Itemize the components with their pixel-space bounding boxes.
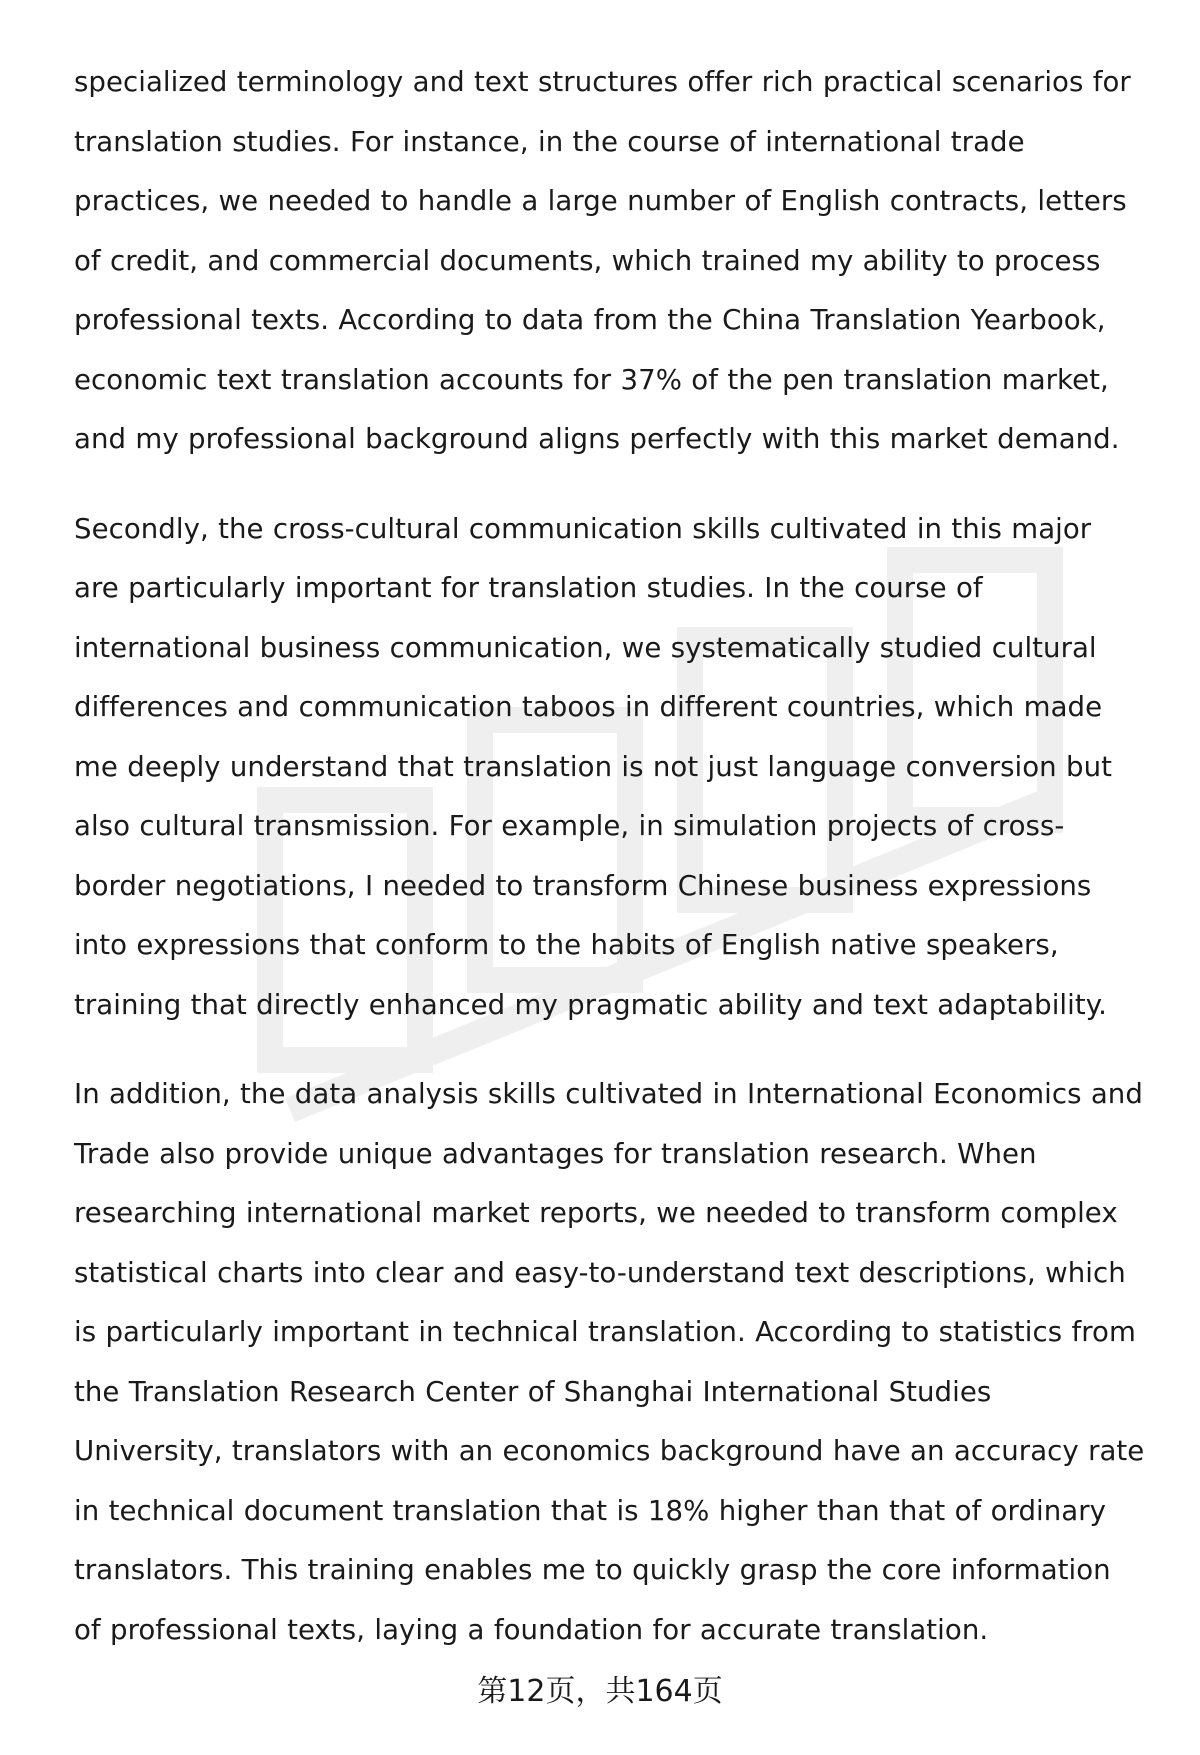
text-line: me deeply understand that translation is not just language conversion but — [74, 749, 1113, 783]
text-line: translation studies. For instance, in the course of international trade — [74, 124, 1025, 158]
text-line: training that directly enhanced my pragmatic ability and text adaptability. — [74, 987, 1107, 1021]
text-line: professional texts. According to data from the China Translation Yearbook, — [74, 303, 1106, 336]
text-line: University, translators with an economics background have an accuracy rate — [74, 1434, 1145, 1467]
text-line: is particularly important in technical translation. According to statistics from — [74, 1315, 1136, 1348]
paragraph-3 — [74, 1064, 1164, 1659]
text-line: and my professional background aligns perfectly with this market demand. — [74, 422, 1120, 455]
text-line: practices, we needed to handle a large number of English contracts, letters — [74, 184, 1127, 217]
text-line: translators. This training enables me to quickly grasp the core information — [74, 1553, 1111, 1586]
text-line: Secondly, the cross-cultural communication skills cultivated in this major — [74, 511, 1092, 545]
text-line: the Translation Research Center of Shanghai International Studies — [74, 1374, 992, 1408]
text-line: also cultural transmission. For example, in simulation projects of cross- — [74, 809, 1065, 842]
text-line: of professional texts, laying a foundation for accurate translation. — [74, 1612, 989, 1646]
text-line: statistical charts into clear and easy-to-understand text descriptions, which — [74, 1255, 1126, 1289]
text-line: In addition, the data analysis skills cultivated in International Economics and — [74, 1077, 1143, 1110]
body-text — [74, 52, 1164, 1689]
text-line: of credit, and commercial documents, which trained my ability to process — [74, 243, 1101, 277]
text-line: specialized terminology and text structures offer rich practical scenarios for — [74, 65, 1131, 98]
paragraph-2 — [74, 499, 1164, 1035]
text-line: in technical document translation that is 18% higher than that of ordinary — [74, 1493, 1107, 1527]
text-line: are particularly important for translation studies. In the course of — [74, 571, 983, 604]
paragraph-1 — [74, 52, 1164, 469]
text-line: international business communication, we systematically studied cultural — [74, 630, 1097, 664]
text-line: economic text translation accounts for 37% of the pen translation market, — [74, 362, 1109, 396]
text-line: border negotiations, I needed to transform Chinese business expressions — [74, 868, 1092, 902]
page-number: 第12页，共164页 — [477, 1674, 723, 1709]
text-line: Trade also provide unique advantages for translation research. When — [74, 1136, 1037, 1170]
text-line: researching international market reports, we needed to transform complex — [74, 1196, 1118, 1229]
text-line: differences and communication taboos in different countries, which made — [74, 690, 1103, 723]
text-line: into expressions that conform to the habits of English native speakers, — [74, 928, 1059, 961]
